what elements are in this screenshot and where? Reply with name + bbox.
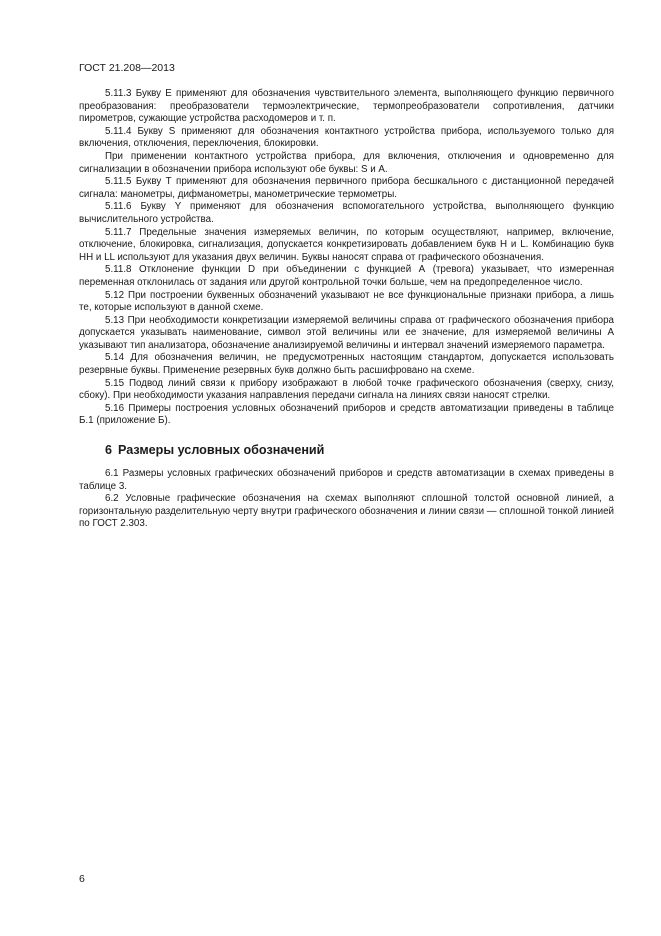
paragraph-5-11-6: 5.11.6 Букву Y применяют для обозначения вспомогательного устройства, выполняющего функцию вычислительного устройства.: [79, 201, 614, 225]
paragraph-5-11-3: 5.11.3 Букву Е применяют для обозначения чувствительного элемента, выполняющего функцию первичного преобразования: преобразователи термоэлектрические, термопреобразователи сопротивления, датчики пирометров, сужающие устройства расходомеров и т. п.: [79, 88, 614, 125]
page-number: 6: [79, 873, 85, 885]
paragraph-6-1: 6.1 Размеры условных графических обозначений приборов и средств автоматизации в схемах приведены в таблице 3.: [79, 468, 614, 492]
paragraph-5-15: 5.15 Подвод линий связи к прибору изображают в любой точке графического обозначения (сверху, снизу, сбоку). При необходимости указания направления передачи сигнала на линиях связи наносят стрелки.: [79, 377, 614, 402]
paragraph-6-2: 6.2 Условные графические обозначения на схемах выполняют сплошной толстой основной линией, а горизонтальную разделительную черту внутри графического обозначения и линии связи — сплошной тонкой линией по ГОСТ 2.303.: [79, 493, 614, 530]
section-number: 6: [105, 443, 113, 458]
paragraph-5-16: 5.16 Примеры построения условных обозначений приборов и средств автоматизации приведены в таблице Б.1 (приложение Б).: [79, 402, 614, 427]
paragraph-5-11-8: 5.11.8 Отклонение функции D при объединении с функцией А (тревога) указывает, что измеренная переменная отклонилась от задания или другой контрольной точки больше, чем на предопределенное число.: [79, 264, 614, 288]
paragraph-5-14: 5.14 Для обозначения величин, не предусмотренных настоящим стандартом, допускается использовать резервные буквы. Применение резервных букв должно быть расшифровано на схеме.: [79, 352, 614, 377]
section-heading: [105, 443, 614, 457]
paragraph-5-11-4-note: При применении контактного устройства прибора, для включения, отключения и одновременно для сигнализации в обозначении прибора используют обе буквы: S и А.: [79, 150, 614, 175]
document-code-header: ГОСТ 21.208—2013: [79, 62, 175, 74]
paragraph-5-11-4: 5.11.4 Букву S применяют для обозначения контактного устройства прибора, используемого только для включения, отключения, переключения, блокировки.: [79, 125, 614, 150]
paragraph-5-13: 5.13 При необходимости конкретизации измеряемой величины справа от графического обозначения прибора допускается указывать наименование, символ этой величины или ее значение, для измеряемой величины А указывают тип анализатора, обозначение анализируемой величины и интервал значений измеряемого параметра.: [79, 314, 614, 351]
paragraph-5-11-5: 5.11.5 Букву Т применяют для обозначения первичного прибора бесшкального с дистанционной передачей сигнала: манометры, дифманометры, манометрические термометры.: [79, 176, 614, 200]
section-title: Размеры условных обозначений: [118, 443, 325, 458]
paragraph-5-12: 5.12 При построении буквенных обозначений указывают не все функциональные признаки прибора, а лишь те, которые используют в данной схеме.: [79, 289, 614, 314]
page-content: [79, 88, 614, 531]
paragraph-5-11-7: 5.11.7 Предельные значения измеряемых величин, по которым осуществляют, например, включение, отключение, блокировка, сигнализация, допускается конкретизировать добавлением букв Н и L. Комбинацию букв НН и LL используют для указания двух величин. Буквы наносят справа от графического обозначения.: [79, 226, 614, 263]
